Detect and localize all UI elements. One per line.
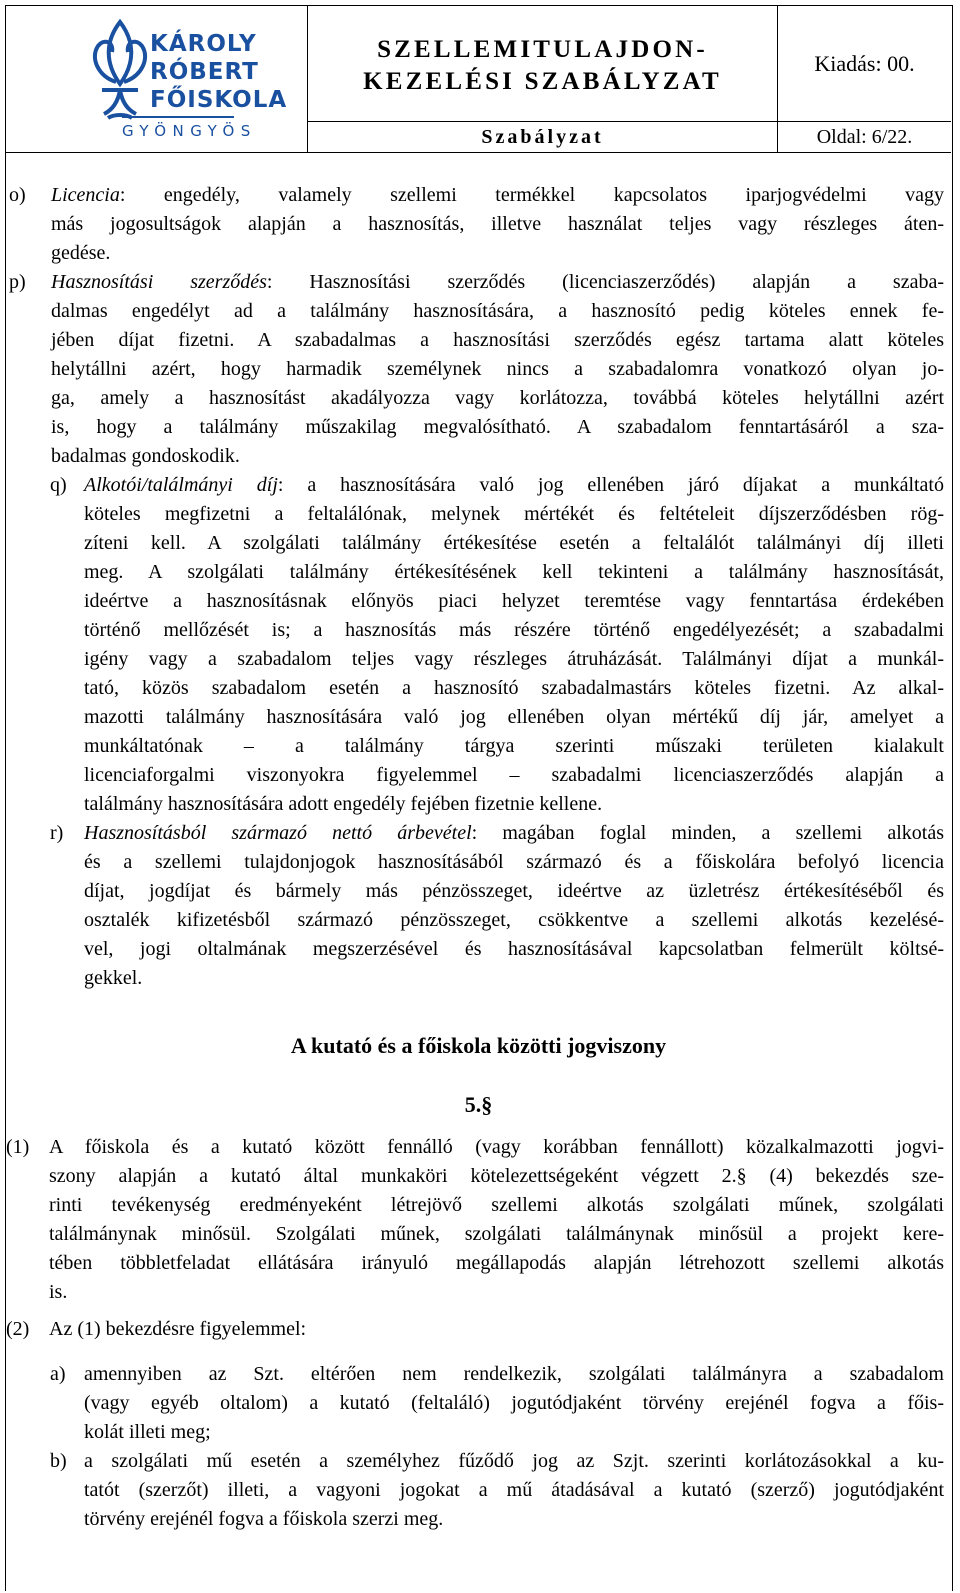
paragraph-marker: (2) (6, 1318, 30, 1340)
logo-name-line-2: RÓBERT (150, 59, 259, 85)
logo-city: GYÖNGYÖS (122, 122, 257, 140)
definition-line: meg. A szolgálati találmány értékesítésének kell tekinteni a találmány hasznosítását, (84, 561, 944, 583)
subitem-line: törvény erejénél fogva a főiskola szerzi meg. (84, 1508, 444, 1530)
logo-name-line-1: KÁROLY (150, 31, 257, 57)
definition-line: gedése. (51, 242, 111, 264)
definition-line: történő mellőzését is; a hasznosítás más részére történő engedélyezését; a szabadalmi (84, 619, 944, 641)
definition-o (9, 181, 944, 268)
paragraph-1 (6, 1133, 944, 1307)
definition-line: dalmas engedélyt ad a találmány hasznosítására, a hasznosító pedig köteles ennek fe- (51, 300, 944, 322)
definition-line: zíteni kell. A szolgálati találmány értékesítése esetén a feltalálót találmányi díj illeti (84, 532, 944, 554)
definition-marker: o) (9, 184, 26, 206)
paragraph-line: szony alapján a kutató által munkaköri kötelezettségeként végzett 2.§ (4) bekezdés sze- (49, 1165, 944, 1187)
logo-divider (122, 116, 234, 118)
definition-line: is, hogy a találmány műszakilag megvalósítható. A szabadalom fenntartásáról a sza- (51, 416, 944, 438)
document-title-cell (308, 6, 778, 122)
subitem-a (50, 1360, 944, 1447)
definition-line: helytállni azért, hogy harmadik személynek nincs a szabadalomra vonatkozó olyan jo- (51, 358, 944, 380)
definition-line: Alkotói/találmányi díj: a hasznosítására való jog ellenében járó díjakat a munkáltató (84, 474, 944, 496)
definition-line: tató, közös szabadalom esetén a hasznosító szabadalmastárs köteles fizetni. Az alkal- (84, 677, 944, 699)
definition-line: más jogosultságok alapján a hasznosítás, illetve használat teljes vagy részleges áten- (51, 213, 944, 235)
definition-line: gekkel. (84, 967, 143, 989)
paragraph-line: találmánynak minősül. Szolgálati műnek, szolgálati találmánynak minősül a projekt kere- (49, 1223, 944, 1245)
paragraph-line: tében többletfeladat ellátására irányuló megállapodás alapján létrehozott szellemi alkotás (49, 1252, 944, 1274)
definition-term: Hasznosítási szerződés (51, 271, 267, 293)
definition-line: köteles megfizetni a feltalálónak, melynek mértékét és feltételeit díjszerződésben rög- (84, 503, 944, 525)
definition-marker: q) (50, 474, 67, 496)
definition-r (50, 819, 944, 993)
section-number: 5.§ (464, 1092, 493, 1117)
definition-q (50, 471, 944, 819)
subitem-marker: b) (50, 1450, 67, 1472)
paragraph-line: A főiskola és a kutató között fennálló (vagy korábban fennállott) közalkalmazotti jogvi- (49, 1136, 944, 1158)
definition-line: munkáltatónak – a találmány tárgya szerinti műszaki területen kialakult (84, 735, 944, 757)
definition-line: mazotti találmány hasznosítására való jog ellenében olyan mértékű díj jár, amelyet a (84, 706, 944, 728)
definition-term: Licencia (51, 184, 120, 206)
definition-line: igény vagy a szabadalom teljes vagy részleges átruházását. Találmányi díjat a munkál- (84, 648, 944, 670)
definition-marker: p) (9, 271, 26, 293)
subitem-b (50, 1447, 944, 1534)
definition-line: díjat, jogdíjat és bármely más pénzösszeget, ideértve az üzletrész értékesítéséből és (84, 880, 944, 902)
logo-name (150, 30, 287, 114)
paragraph-marker: (1) (6, 1136, 30, 1158)
subitem-line: amennyiben az Szt. eltérően nem rendelkezik, szolgálati találmányra a szabadalom (84, 1363, 944, 1385)
definition-line: licenciaforgalmi viszonyokra figyelemmel – szabadalmi licenciaszerződés alapján a (84, 764, 944, 786)
definition-line: osztalék kifizetésből származó pénzösszeget, csökkentve a szellemi alkotás kezelésé- (84, 909, 944, 931)
document-header (6, 6, 951, 153)
paragraph-line: Az (1) bekezdésre figyelemmel: (49, 1318, 307, 1340)
subitem-line: (vagy egyéb oltalom) a kutató (feltaláló) jogutódjaként törvény erejénél fogva a főis- (84, 1392, 944, 1414)
definition-term: Alkotói/találmányi díj (84, 474, 278, 496)
document-body (6, 181, 951, 1534)
paragraph-line: is. (49, 1281, 68, 1303)
definition-term: Hasznosításból származó nettó árbevétel (84, 822, 472, 844)
logo-cell (6, 6, 308, 153)
definition-line: találmány hasznosítására adott engedély fejében fizetnie kellene. (84, 793, 603, 815)
subitem-line: tatót (szerzőt) illeti, a vagyoni jogokat a mű átadásával a kutató (szerző) jogutódjaként (84, 1479, 944, 1501)
definition-line: Hasznosítási szerződés: Hasznosítási szerződés (licenciaszerződés) alapján a szaba- (51, 271, 945, 293)
paragraph-2 (6, 1315, 944, 1344)
subitem-line: kolát illeti meg; (84, 1421, 211, 1443)
definition-p (9, 268, 945, 471)
definition-line: és a szellemi tulajdonjogok hasznosításából származó és a főiskolára befolyó licencia (84, 851, 944, 873)
definition-line: Licencia: engedély, valamely szellemi termékkel kapcsolatos iparjogvédelmi vagy (51, 184, 944, 206)
document-type: Szabályzat (308, 122, 778, 153)
paragraph-line: rinti tevékenység eredményeként létrejövő szellemi alkotás szolgálati műnek, szolgálati (49, 1194, 944, 1216)
definition-line: ga, amely a hasznosítást akadályozza vagy korlátozza, továbbá köteles helytállni azért (51, 387, 944, 409)
issue-number: Kiadás: 00. (778, 6, 951, 122)
subitem-marker: a) (50, 1363, 66, 1385)
section-heading: A kutató és a főiskola közötti jogviszony (290, 1033, 667, 1058)
definition-line: ideértve a hasznosításnak előnyös piaci helyzet teremtése vagy fenntartása érdekében (84, 590, 944, 612)
document-page (5, 5, 953, 1591)
page-number: Oldal: 6/22. (778, 122, 951, 153)
logo-name-line-3: FŐISKOLA (150, 87, 288, 113)
definition-line: Hasznosításból származó nettó árbevétel: magában foglal minden, a szellemi alkotás (84, 822, 944, 844)
fleur-de-lis-logo-icon (88, 18, 152, 124)
definition-line: jében díjat fizetni. A szabadalmas a hasznosítási szerződés egész tartama alatt köteles (51, 329, 944, 351)
document-title-line-2: KEZELÉSI SZABÁLYZAT (363, 68, 722, 95)
definition-line: vel, jogi oltalmának megszerzésével és hasznosításával kapcsolatban felmerült költsé- (84, 938, 944, 960)
definition-marker: r) (50, 822, 64, 844)
subitem-line: a szolgálati mű esetén a személyhez fűződő jog az Szjt. szerinti korlátozásokkal a ku- (84, 1450, 944, 1472)
definition-line: badalmas gondoskodik. (51, 445, 240, 467)
document-title-line-1: SZELLEMITULAJDON- (377, 36, 708, 63)
